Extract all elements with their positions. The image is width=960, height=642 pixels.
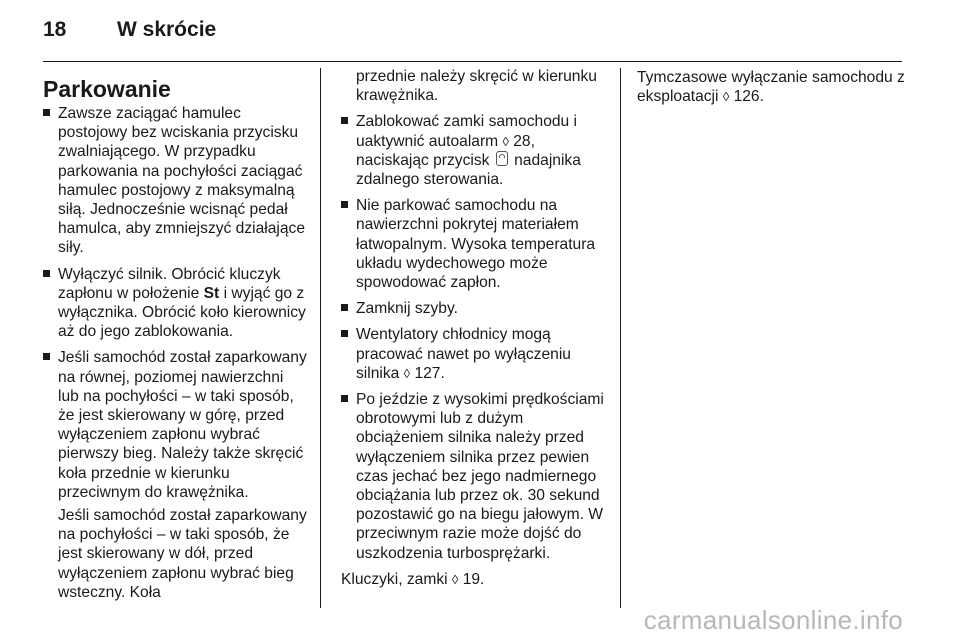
lead-paragraph: przednie należy skręcić w kierunku krawężnika. — [356, 68, 597, 105]
page-reference[interactable]: 19. — [458, 570, 485, 588]
column-2 — [341, 68, 607, 589]
list-item — [341, 325, 607, 383]
watermark: carmanualsonline.info — [643, 605, 903, 635]
page-reference[interactable]: 127. — [410, 364, 445, 382]
list-item — [341, 112, 607, 189]
bullet-icon — [43, 109, 50, 116]
paragraph-text: Tymczasowe wyłączanie samochodu z eksploatacji — [637, 69, 905, 106]
bullet-icon — [341, 201, 348, 208]
footer-reference-paragraph — [341, 570, 607, 589]
list-item-text: Jeśli samochód został zaparkowany na równej, poziomej nawierzchni lub na pochyłości – w taki sposób, że jest skierowany w górę, przed wyłączeniem zapłonu wybrać pierwszy bieg. Należy także skręcić koła przednie w kierunku przeciwnym do krawężnika. — [58, 349, 307, 501]
page-title: W skrócie — [117, 18, 217, 41]
column-1 — [43, 68, 307, 602]
page-reference[interactable]: 28, — [508, 132, 535, 150]
list-item — [43, 348, 307, 502]
page-header — [43, 18, 216, 48]
bullet-icon — [341, 304, 348, 311]
list-item — [43, 104, 307, 258]
list-item-text: Zablokować zamki samochodu i uaktywnić autoalarm — [356, 113, 578, 150]
continuation-paragraph: Jeśli samochód został zaparkowany na pochyłości – w taki sposób, że jest skierowany w dół, przed wyłączeniem zapłonu wybrać bieg wsteczny. Koła — [58, 507, 307, 601]
paragraph — [637, 68, 907, 106]
cross-reference-arrow-icon: ◊ — [451, 571, 459, 587]
bullet-icon — [341, 117, 348, 124]
list-item — [341, 196, 607, 292]
bullet-icon — [341, 330, 348, 337]
list-item-text: Wentylatory chłodnicy mogą pracować nawet po wyłączeniu silnika — [356, 326, 571, 382]
list-item-text: naciskając przycisk — [356, 151, 494, 169]
list-item-text: Wyłączyć silnik. Obrócić kluczyk zapłonu w położenie — [58, 265, 281, 302]
list-item — [341, 390, 607, 563]
column-divider — [620, 68, 621, 608]
bullet-icon — [43, 353, 50, 360]
column-3 — [637, 68, 907, 106]
lock-icon — [496, 151, 508, 166]
list-item-text: Nie parkować samochodu na nawierzchni pokrytej materiałem łatwopalnym. Wysoka temperatura układu wydechowego może spowodować zapłon. — [356, 197, 596, 292]
column-divider — [320, 68, 321, 608]
list-item-text: nadajnika zdalnego sterowania. — [356, 151, 581, 189]
bullet-icon — [341, 395, 348, 402]
bullet-list-2 — [341, 112, 607, 562]
section-title: Parkowanie — [43, 76, 171, 102]
bold-text: St — [203, 284, 220, 302]
list-item-text: Po jeździe z wysokimi prędkościami obrotowymi lub z dużym obciążeniem silnika należy przed wyłączeniem silnika przez pewien czas jechać bez jego nadmiernego obciążania lub przez ok. 30 sekund pozostawić go na biegu jałowym. W przeciwnym razie może dojść do uszkodzenia turbosprężarki. — [356, 391, 604, 562]
list-item — [43, 265, 307, 342]
header-rule — [43, 61, 902, 62]
bullet-icon — [43, 270, 50, 277]
list-item-text: Zamknij szyby. — [356, 300, 458, 318]
list-item-text: i wyjąć go z wyłącznika. Obrócić koło kierownicy aż do jego zablokowania. — [58, 284, 306, 341]
bullet-list-1 — [43, 104, 307, 502]
page-reference[interactable]: 126. — [729, 88, 764, 106]
cross-reference-arrow-icon: ◊ — [722, 89, 730, 105]
cross-reference-arrow-icon: ◊ — [502, 133, 509, 149]
list-item-text: Zawsze zaciągać hamulec postojowy bez wciskania przycisku zwalniającego. W przypadku parkowania na pochyłości zaciągać hamulec postojowy z maksymalną siłą. Jednocześnie wcisnąć pedał hamulca, aby zmniejszyć działające siły. — [58, 105, 306, 257]
page-number: 18 — [43, 18, 67, 41]
footer-text: Kluczyki, zamki — [341, 570, 452, 588]
list-item — [341, 299, 607, 318]
cross-reference-arrow-icon: ◊ — [403, 365, 411, 381]
